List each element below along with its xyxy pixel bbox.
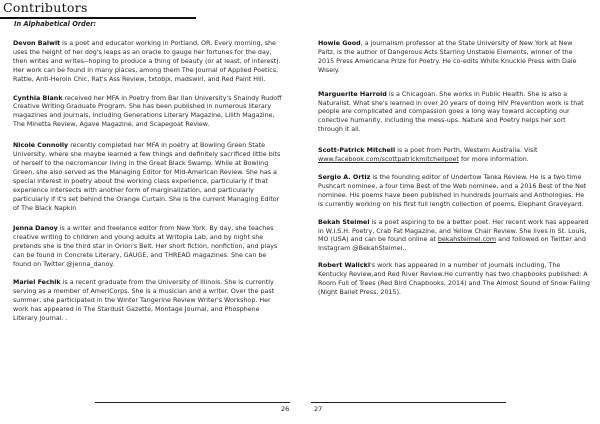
bio-text: recently completed her MFA in poetry at Bowling Green State University, where she maybe learned a few things and definitely sacrificed little bits of herself to the necromancer living in the Great Black Swamp. While at Bowling Green, she also served as the Managing Editor for Mid-American Review. She has a special interest in poetry about the working class experience, particularly if that experience intersects with another form of marginalization, and particularly particularly if it's set behind the Orange Curtain. She is the current Managing Editor of The Black Napkin <box>13 142 281 212</box>
right-column <box>318 40 590 309</box>
bio-text: is a recent graduate from the University of Illinois. She is currently serving as a member of AmeriCorps. She is a musician and a writer. Over the past summer, she participated in the Winter Tangerine Review Writer's Workshop. Her work has appeared in The Stardust Gazette, Montage Journal, and Phosphene Literary Journal. . <box>13 278 275 322</box>
page-number-right: 27 <box>314 405 323 413</box>
bio-name: Sergio A. Ortiz <box>318 173 371 181</box>
bio-cynthia-blank <box>13 95 285 131</box>
bio-name: Bekah Steimel <box>318 218 370 226</box>
bio-text: is a poet and educator working in Portland, OR. Every morning, she uses the height of her dog's leaps as an oracle to gauge her fortunes for the day, then writes and writes--hoping to produce a thing of beauty (or at least, of interest). Her work can be found in many places, among them The Journal of Applied Poetics, Rattle, Anti-Heroin Chic, Rat's Ass Review, txtobjx, madswirl, and Red Paint Hill. <box>13 40 281 83</box>
bio-name: Robert Walicki <box>318 262 371 270</box>
bio-marguerite-harrold <box>318 91 590 136</box>
bio-text: is a poet from Perth, Western Australia. Visit <box>395 147 538 155</box>
bio-text: is a poet aspiring to be a better poet. Her recent work has appeared in W.I.S.H. Poetry, Crab Fat Magazine, and Yellow Chair Review. She lives in St. Louis, MO (USA) and can be found online at <box>318 218 589 244</box>
bio-text: is a Chicagoan. She works in Public Health. She is also a Naturalist. What she's learned in over 20 years of doing HIV Prevention work is that people are complicated and compassion goes a long way toward accepting our collective humanity, including the mess-ups. Nature and Poetry helps her sort through it all. <box>318 90 584 134</box>
bio-name: Cynthia Blank <box>13 94 63 102</box>
bio-name: Mariel Fechik <box>13 278 61 286</box>
bio-robert-walicki <box>318 262 590 298</box>
bio-text: is the founding editor of Undertow Tanka Review. He is a two time Pushcart nominee, a four time Best of the Web nominee, and a 2016 Best of the Net nominee. His poems have been published in hundreds Journals and Anthologies. He is currently working on his first full length collection of poems, Elephant Graveyard. <box>318 173 587 208</box>
bio-name: Marguerite Harrold <box>318 90 387 98</box>
bio-sergio-ortiz <box>318 174 590 210</box>
bio-scott-patrick-mitchell <box>318 147 590 165</box>
bio-mariel-fechik <box>13 279 285 324</box>
bio-text-after: and followed on Twitter and Instagram @BekahSteimel.. <box>318 236 586 253</box>
bio-howie-good <box>318 40 590 76</box>
bio-name: Howie Good <box>318 40 361 47</box>
bio-text-after: for more information. <box>458 156 529 164</box>
bio-devon-balwit <box>13 40 285 85</box>
bio-text: received her MFA in Poetry from Bar Ilan University's Shaindy Rudoff Creative Writing Graduate Program. She has been published in numerous literary magazines and journals, including Generations Literary Magazine, Lilith Magazine, The Minetta Review, Agave Magazine, and Scapegoat Review. <box>13 94 282 129</box>
bio-name: Devon Balwit <box>13 40 61 47</box>
bio-text: , a journalism professor at the State University of New York at New Paltz, is the author of Dangerous Acts Starring Unstable Elements, winner of the 2015 Press Americana Prize for Poetry. He co-edits White Knuckle Press with Dale Wisely. <box>318 40 577 74</box>
footer-rule-left <box>95 402 290 403</box>
bio-name: Jenna Danoy <box>13 225 58 233</box>
page-number-left: 26 <box>281 405 290 413</box>
footer-rule-right <box>311 402 506 403</box>
bio-name: Scott-Patrick Mitchell <box>318 147 396 155</box>
bio-text: is a writer and freelance editor from New York. By day, she teaches creative writing to children and young adults at Writopia Lab, and by night she pretends she is the third star in Orion's Belt. Her short fiction, nonfiction, and plays can be found in Concrete Literary, GAUGE, and THREAD magazines. She can be found on Twitter @jenna_danoy. <box>13 225 278 269</box>
facebook-link[interactable]: www.facebook.com/scottpatrickmitchellpoet <box>318 156 459 164</box>
website-link[interactable]: bekahsteimel.com <box>437 236 497 244</box>
bio-jenna-danoy <box>13 225 285 270</box>
title-underline <box>0 17 196 19</box>
bio-bekah-steimel <box>318 219 590 255</box>
left-column <box>13 40 285 334</box>
page-title: Contributors <box>3 0 88 15</box>
page-subtitle: In Alphabetical Order: <box>14 20 97 28</box>
bio-nicole-connolly <box>13 142 285 213</box>
bio-text: 's work has appeared in a number of journals including, The Kentucky Review,and Red River Review.He currently has two chapbooks published: A Room Full of Trees (Red Bird Chapbooks, 2014) and The Almost Sound of Snow Falling (Night Ballet Press, 2015). <box>318 262 590 296</box>
bio-name: Nicole Connolly <box>13 142 69 150</box>
